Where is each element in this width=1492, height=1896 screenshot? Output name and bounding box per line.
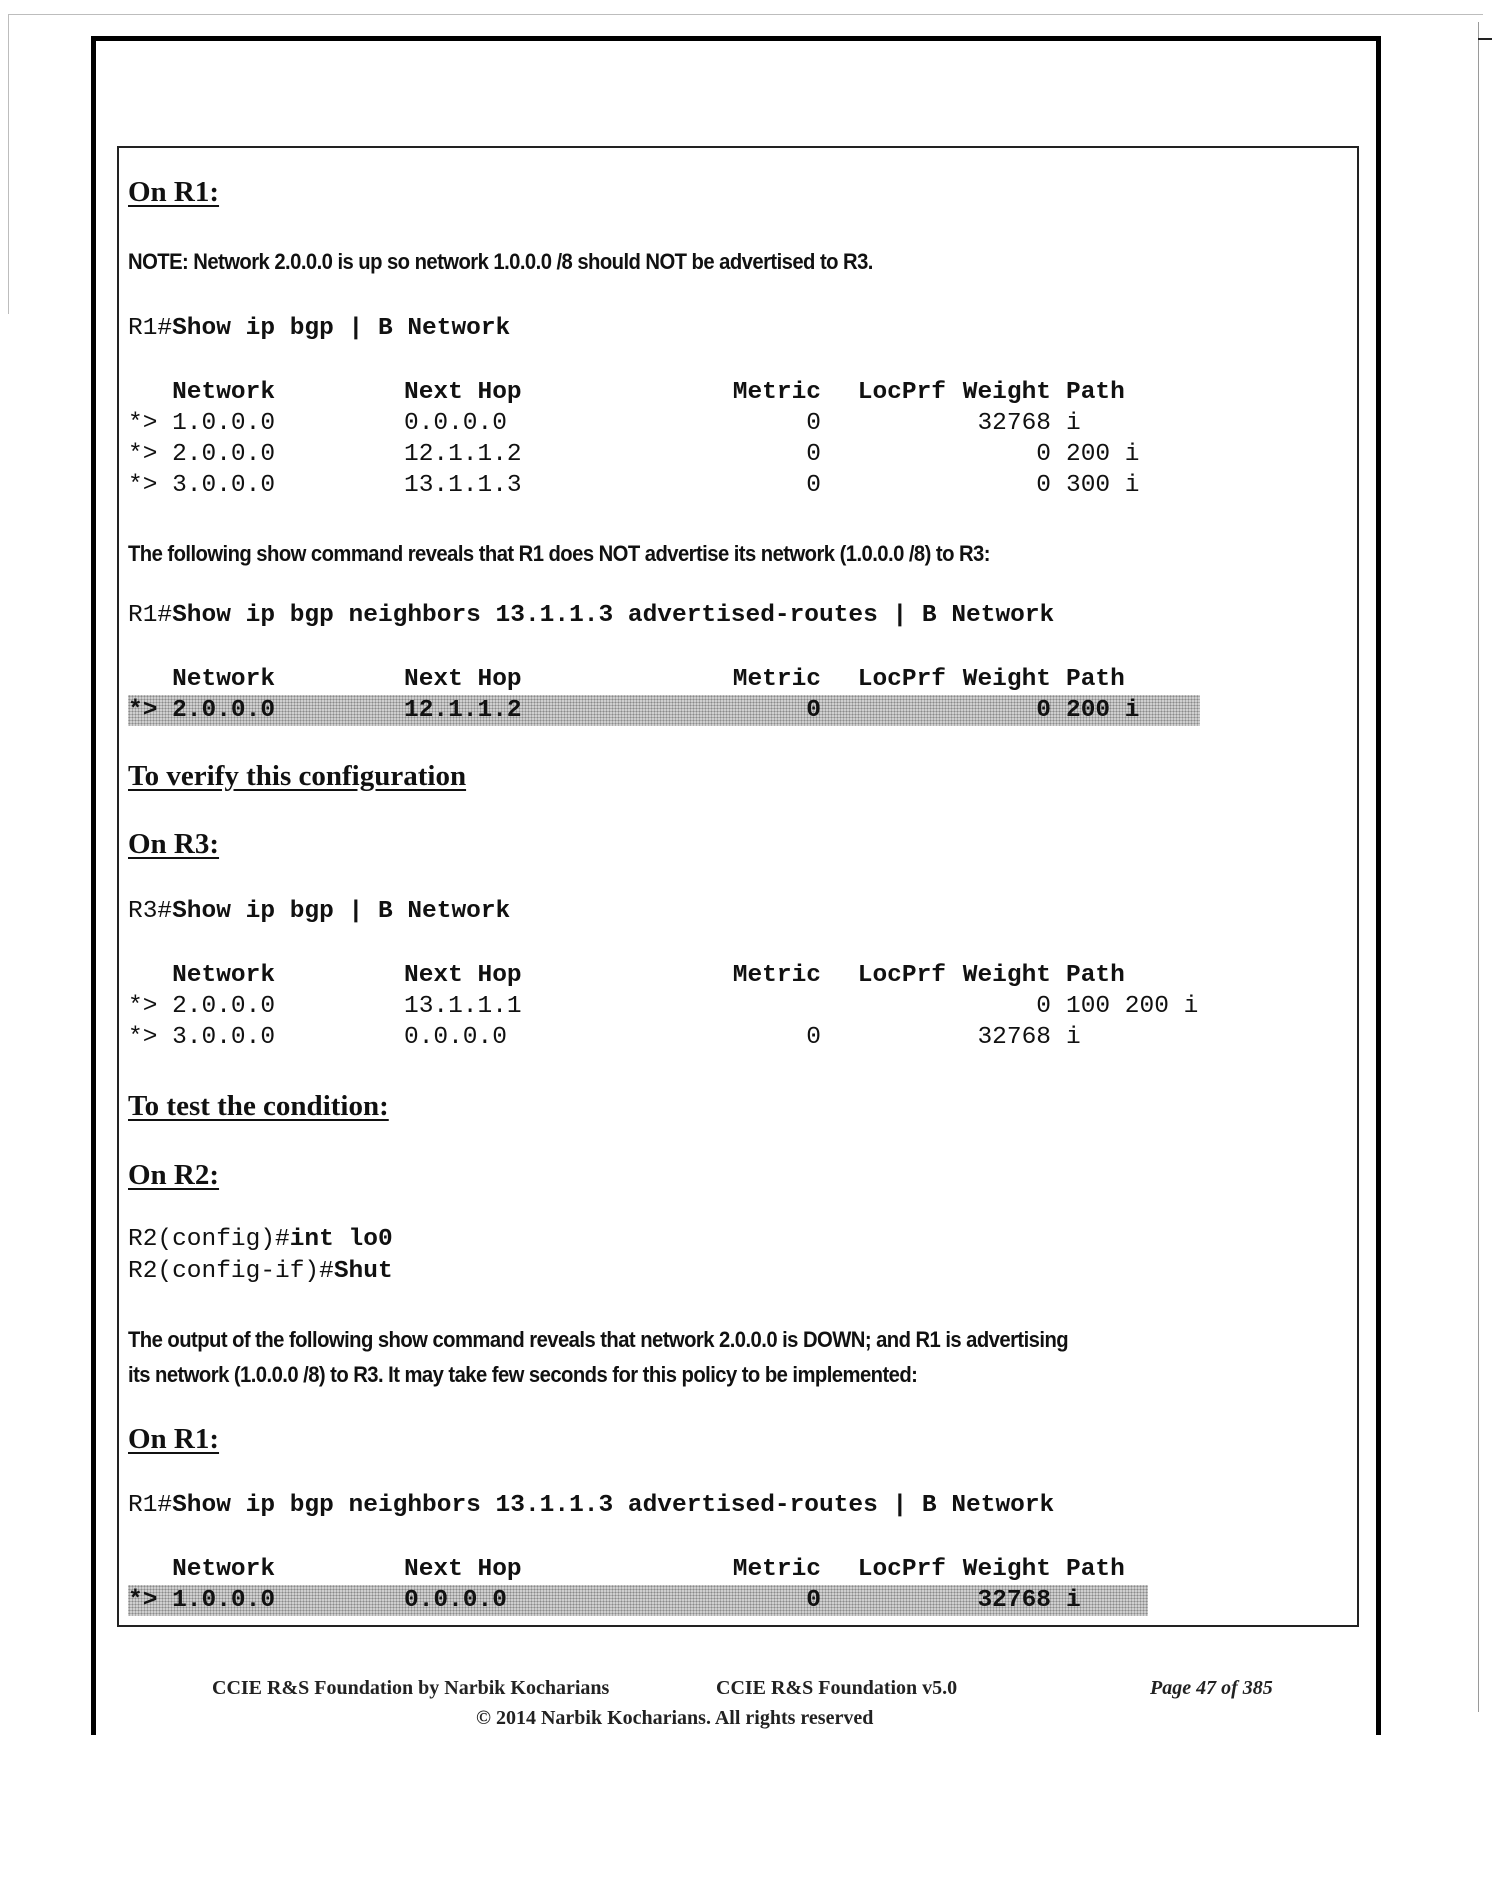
col-weight: Weight (962, 379, 1051, 406)
content-box (117, 146, 1359, 1627)
result-paragraph-line2: its network (1.0.0.0 /8) to R3. It may take few seconds for this policy to be implemented: (128, 1362, 918, 1387)
table-header (128, 377, 1140, 408)
heading-on-r2: On R2: (128, 1159, 220, 1191)
command-line: R1#Show ip bgp neighbors 13.1.1.3 advertised-routes | B Network (128, 1492, 1055, 1519)
config-line: R2(config)#int lo0 (128, 1226, 393, 1253)
col-next-hop: Next Hop (404, 379, 522, 406)
command-line (128, 315, 510, 342)
scan-edge-top (8, 14, 1483, 15)
bgp-table-2 (128, 664, 1200, 726)
table-row: *> 2.0.0.0 13.1.1.1 0 100 200 i (128, 993, 1199, 1020)
explanation-paragraph: The following show command reveals that R1 does NOT advertise its network (1.0.0.0 /8) to R3: (128, 541, 990, 566)
footer-version: CCIE R&S Foundation v5.0 (716, 1677, 958, 1699)
table-header: Network Next Hop Metric LocPrf Weight Path (172, 666, 1125, 693)
heading-on-r3: On R3: (128, 828, 220, 860)
col-metric: Metric (732, 379, 821, 406)
heading-on-r1-second: On R1: (128, 1423, 220, 1455)
heading-verify: To verify this configuration (128, 760, 467, 792)
footer-title: CCIE R&S Foundation by Narbik Kocharians (212, 1677, 610, 1699)
footer-copyright: © 2014 Narbik Kocharians. All rights reserved (476, 1707, 874, 1729)
table-row-highlighted: *> 2.0.0.0 12.1.1.2 0 0 200 i (128, 695, 1200, 726)
footer-page-number: Page 47 of 385 (1150, 1677, 1273, 1699)
col-network: Network (172, 379, 276, 406)
bgp-table-3 (128, 960, 1198, 1053)
command-prompt: R1# (128, 315, 173, 342)
col-path: Path (1066, 379, 1125, 406)
note-paragraph: NOTE: Network 2.0.0.0 is up so network 1.0.0.0 /8 should NOT be advertised to R3. (128, 249, 873, 274)
config-line: R2(config-if)#Shut (128, 1258, 393, 1285)
heading-test-condition: To test the condition: (128, 1090, 389, 1122)
col-locprf: LocPrf (857, 379, 946, 406)
table-row: *> 2.0.0.0 12.1.1.2 0 0 200 i (128, 441, 1140, 468)
table-row-highlighted: *> 1.0.0.0 0.0.0.0 0 32768 i (128, 1585, 1148, 1616)
bgp-table-1 (128, 377, 1140, 501)
bgp-table-4 (128, 1554, 1148, 1616)
command-line: R3#Show ip bgp | B Network (128, 898, 511, 925)
table-row: *> 3.0.0.0 0.0.0.0 0 32768 i (128, 1024, 1081, 1051)
command-line: R1#Show ip bgp neighbors 13.1.1.3 advertised-routes | B Network (128, 602, 1055, 629)
table-header: Network Next Hop Metric LocPrf Weight Path (172, 962, 1125, 989)
scan-edge-right (1478, 22, 1479, 1712)
table-row: *> 1.0.0.0 0.0.0.0 0 32768 i (128, 410, 1081, 437)
table-row: *> 3.0.0.0 13.1.1.3 0 0 300 i (128, 472, 1140, 499)
table-header: Network Next Hop Metric LocPrf Weight Path (172, 1556, 1125, 1583)
scan-edge-tick (1478, 38, 1492, 40)
heading-on-r1: On R1: (128, 176, 220, 208)
scan-edge-left (8, 14, 9, 314)
result-paragraph-line1: The output of the following show command reveals that network 2.0.0.0 is DOWN; and R1 is advertising (128, 1327, 1069, 1352)
command-text: Show ip bgp | B Network (172, 315, 511, 342)
